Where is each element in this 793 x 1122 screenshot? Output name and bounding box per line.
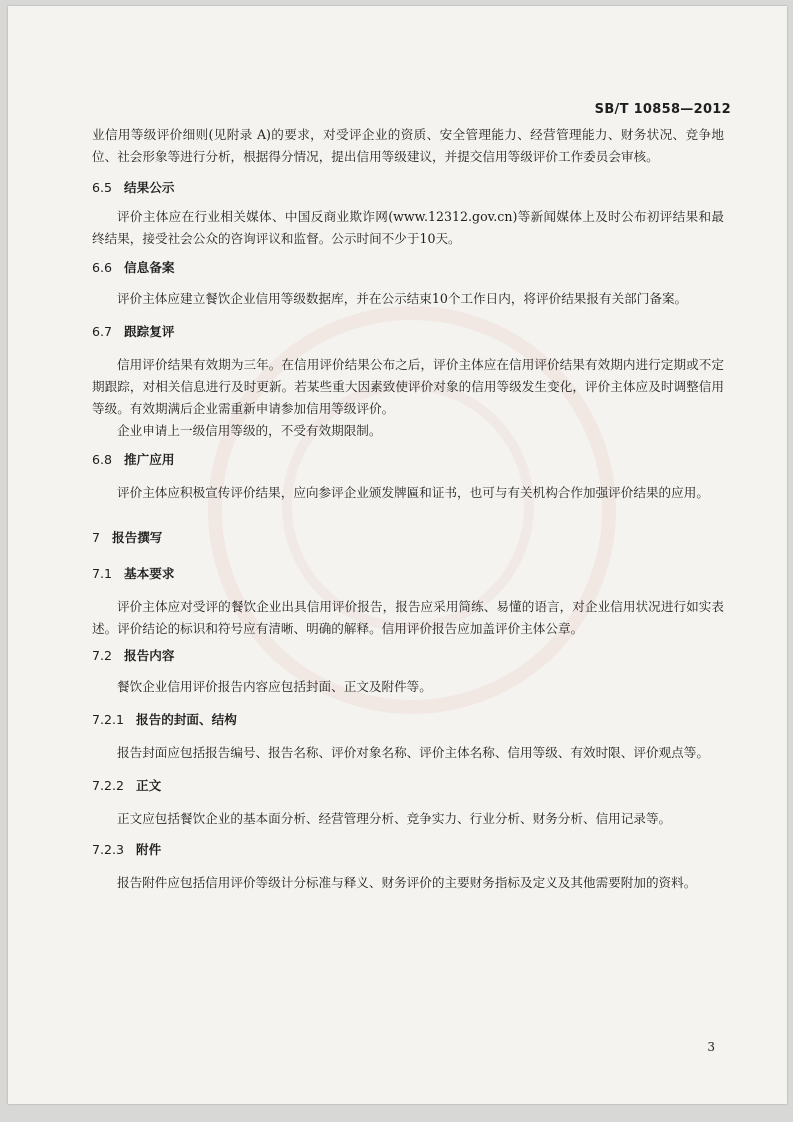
heading-title: 报告撰写 — [112, 530, 163, 545]
intro-paragraph: 业信用等级评价细则(见附录 A)的要求，对受评企业的资质、安全管理能力、经营管理能力、财务状况、竞争地位、社会形象等进行分析，根据得分情况，提出信用等级建议，并提交信用等级评价工作委员会审核。 — [92, 127, 724, 164]
heading-title: 信息备案 — [124, 260, 175, 275]
heading-7-1 — [92, 564, 724, 584]
heading-number: 7.2 — [92, 648, 113, 663]
paragraph-7-2-3: 报告附件应包括信用评价等级计分标准与释义、财务评价的主要财务指标及定义及其他需要附加的资料。 — [117, 875, 697, 890]
heading-title: 报告内容 — [124, 648, 175, 663]
heading-title: 报告的封面、结构 — [136, 712, 237, 727]
paragraph-7-2-2: 正文应包括餐饮企业的基本面分析、经营管理分析、竞争实力、行业分析、财务分析、信用记录等。 — [117, 811, 672, 826]
standard-code: SB/T 10858—2012 — [594, 102, 731, 117]
heading-7 — [92, 528, 724, 548]
heading-number: 7.2.3 — [92, 842, 125, 857]
document-page — [8, 6, 787, 1104]
heading-7-2-2 — [92, 776, 724, 796]
heading-title: 跟踪复评 — [124, 324, 175, 339]
heading-title: 正文 — [136, 778, 162, 793]
paragraph-6-7-b: 企业申请上一级信用等级的，不受有效期限制。 — [117, 423, 382, 438]
heading-number: 7.2.1 — [92, 712, 125, 727]
paragraph-7-2-1: 报告封面应包括报告编号、报告名称、评价对象名称、评价主体名称、信用等级、有效时限、评价观点等。 — [117, 745, 709, 760]
heading-7-2-1 — [92, 710, 724, 730]
heading-6-7 — [92, 322, 724, 342]
heading-number: 6.6 — [92, 260, 113, 275]
paragraph-7-2: 餐饮企业信用评价报告内容应包括封面、正文及附件等。 — [117, 679, 432, 694]
heading-number: 6.5 — [92, 180, 113, 195]
heading-7-2 — [92, 646, 724, 666]
heading-7-2-3 — [92, 840, 724, 860]
page-body — [92, 124, 724, 894]
heading-title: 基本要求 — [124, 566, 175, 581]
heading-title: 结果公示 — [124, 180, 175, 195]
heading-title: 推广应用 — [124, 452, 175, 467]
heading-6-5 — [92, 178, 724, 198]
heading-6-8 — [92, 450, 724, 470]
heading-title: 附件 — [136, 842, 162, 857]
paragraph-6-5: 评价主体应在行业相关媒体、中国反商业欺诈网(www.12312.gov.cn)等新闻媒体上及时公布初评结果和最终结果，接受社会公众的咨询评议和监督。公示时间不少于10天。 — [92, 209, 724, 246]
heading-6-6 — [92, 258, 724, 278]
page-number: 3 — [707, 1040, 715, 1054]
paragraph-6-7-a: 信用评价结果有效期为三年。在信用评价结果公布之后，评价主体应在信用评价结果有效期内进行定期或不定期跟踪，对相关信息进行及时更新。若某些重大因素致使评价对象的信用等级发生变化，评价主体应及时调整信用等级。有效期满后企业需重新申请参加信用等级评价。 — [92, 357, 724, 416]
paragraph-7-1: 评价主体应对受评的餐饮企业出具信用评价报告，报告应采用简练、易懂的语言，对企业信用状况进行如实表述。评价结论的标识和符号应有清晰、明确的解释。信用评价报告应加盖评价主体公章。 — [92, 599, 724, 636]
heading-number: 7.2.2 — [92, 778, 125, 793]
paragraph-6-6: 评价主体应建立餐饮企业信用等级数据库，并在公示结束10个工作日内，将评价结果报有关部门备案。 — [117, 291, 688, 306]
heading-number: 7.1 — [92, 566, 113, 581]
heading-number: 6.8 — [92, 452, 113, 467]
paragraph-6-8: 评价主体应积极宣传评价结果，应向参评企业颁发牌匾和证书，也可与有关机构合作加强评价结果的应用。 — [117, 485, 709, 500]
heading-number: 6.7 — [92, 324, 113, 339]
heading-number: 7 — [92, 530, 101, 545]
